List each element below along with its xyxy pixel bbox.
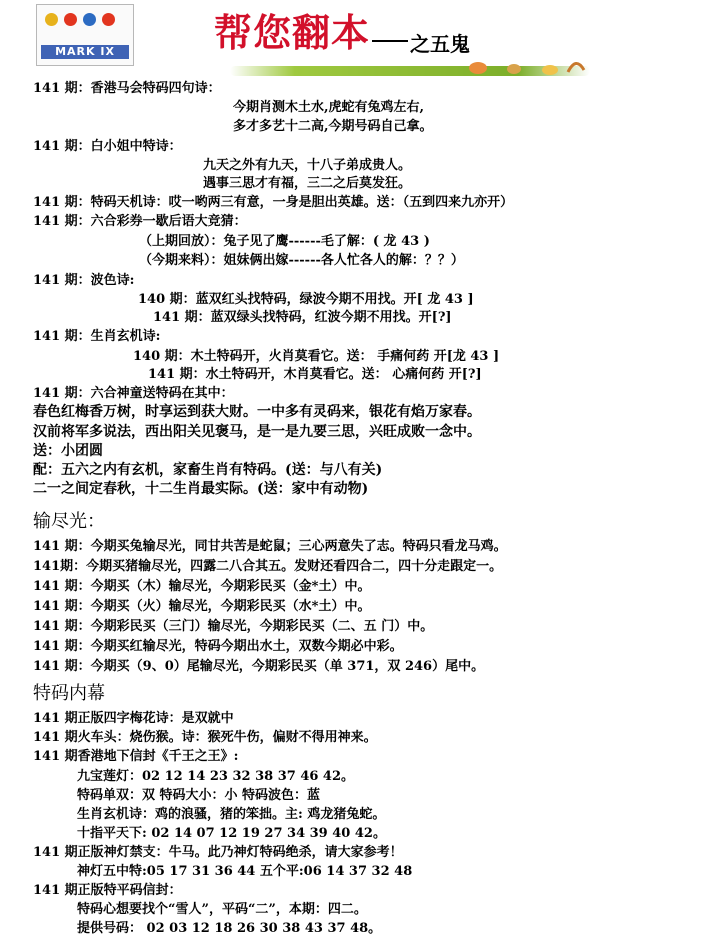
text-line: 141 期火车头：烧伤猴。诗：猴死牛伤，偏财不得用神来。 [33,730,377,745]
header-decoration-icon [458,52,588,78]
text-line: 141 期正版四字梅花诗：是双就中 [33,711,234,726]
page-subtitle: 之五鬼 [410,32,470,56]
text-line: 遇事三思才有福，三二之后莫发狂。 [203,176,412,191]
text-line: 141 期：今期买兔输尽光，同甘共苦是蛇鼠；三心两意失了志。特码只看龙马鸡。 [33,539,507,554]
text-line: 141 期：特码天机诗：哎一哟两三有意，一身是胆出英雄。送：（五到四来九亦开） [33,195,514,210]
text-line: 141 期：今期买（9、0）尾输尽光，今期彩民买（单 371，双 246）尾中。 [33,659,485,674]
text-line: 141 期：生肖玄机诗: [33,329,161,344]
text-line: 140 期：蓝双红头找特码，绿波今期不用找。开[ 龙 43 ] [138,292,474,307]
page-title: 帮您翻本 [214,11,371,55]
page-header [0,0,720,82]
text-line: 九宝莲灯：02 12 14 23 32 38 37 46 42。 [77,769,355,784]
text-line: 141 期：今期买（火）输尽光，今期彩民买（水*土）中。 [33,599,371,614]
text-line: 141 期：今期买（木）输尽光，今期彩民买（金*土）中。 [33,579,371,594]
text-line: 141期：今期买猪输尽光，四露二八合其五。发财还看四合二，四十分走跟定一。 [33,559,503,574]
logo-dot-icon [64,13,77,26]
text-line: 140 期：木土特码开，火肖莫看它。送： 手痛何药 开[龙 43 ] [133,349,500,364]
section-heading: 输尽光： [33,511,105,532]
text-line: 141 期：波色诗: [33,273,135,288]
text-line: 141 期：香港马会特码四句诗： [33,81,221,96]
text-line: 汉前将军多说法，西出阳关见褒马，是一是九要三思，兴旺成败一念中。 [33,424,481,440]
text-line: 141 期：今期彩民买（三门）输尽光，今期彩民买（二、五 门）中。 [33,619,434,634]
text-line: 141 期：水土特码开，木肖莫看它。送： 心痛何药 开[?] [148,367,482,382]
text-line: （今期来料）：姐妹俩出嫁------各人忙各人的解：？？） [139,253,464,268]
text-line: 提供号码： 02 03 12 18 26 30 38 43 37 48。 [77,921,382,936]
text-line: 141 期：白小姐中特诗： [33,139,182,154]
text-line: 特码心想要找个“雪人”，平码“二”，本期：四二。 [77,902,367,917]
text-line: 多才多艺十二高,今期号码自己拿。 [233,119,433,134]
text-line: （上期回放）：兔子见了鹰------毛了解：( 龙 43 ) [139,234,430,249]
text-line: 春色红梅香万树，时享运到获大财。一中多有灵码来，银花有焰万家春。 [33,404,481,420]
text-line: 141 期：六合彩券一歇后语大竞猜： [33,214,247,229]
text-line: 今期肖测木土水,虎蛇有兔鸡左右, [233,100,425,115]
logo-text: MARK IX [55,45,115,58]
logo-dot-icon [45,13,58,26]
text-line: 二一之间定春秋，十二生肖最实际。(送：家中有动物) [33,481,369,497]
text-line: 141 期：今期买红输尽光，特码今期出水土，双数今期必中彩。 [33,639,403,654]
text-line: 141 期：六合神童送特码在其中： [33,386,234,401]
text-line: 十指平天下: 02 14 07 12 19 27 34 39 40 42。 [77,826,386,841]
text-line: 神灯五中特:05 17 31 36 44 五个平:06 14 37 32 48 [77,864,413,879]
text-line: 送：小团圆 [33,443,103,459]
logo [36,4,134,66]
text-line: 配：五六之内有玄机，家畜生肖有特码。(送：与八有关) [33,462,383,478]
text-line: 141 期正版神灯禁支：牛马。此乃神灯特码绝杀，请大家参考！ [33,845,403,860]
text-line: 141 期香港地下信封《千王之王》: [33,749,239,764]
text-line: 生肖玄机诗：鸡的浪骚，猪的笨拙。主: 鸡龙猪兔蛇。 [77,807,386,822]
title-dash [372,40,408,42]
text-line: 141 期正版特平码信封： [33,883,182,898]
section-heading: 特码内幕 [33,683,105,704]
text-line: 141 期：蓝双绿头找特码，红波今期不用找。开[?] [153,310,452,325]
logo-dot-icon [102,13,115,26]
text-line: 九天之外有九天，十八子弟成贵人。 [203,158,412,173]
text-line: 特码单双：双 特码大小：小 特码波色：蓝 [77,788,321,803]
logo-dot-icon [83,13,96,26]
